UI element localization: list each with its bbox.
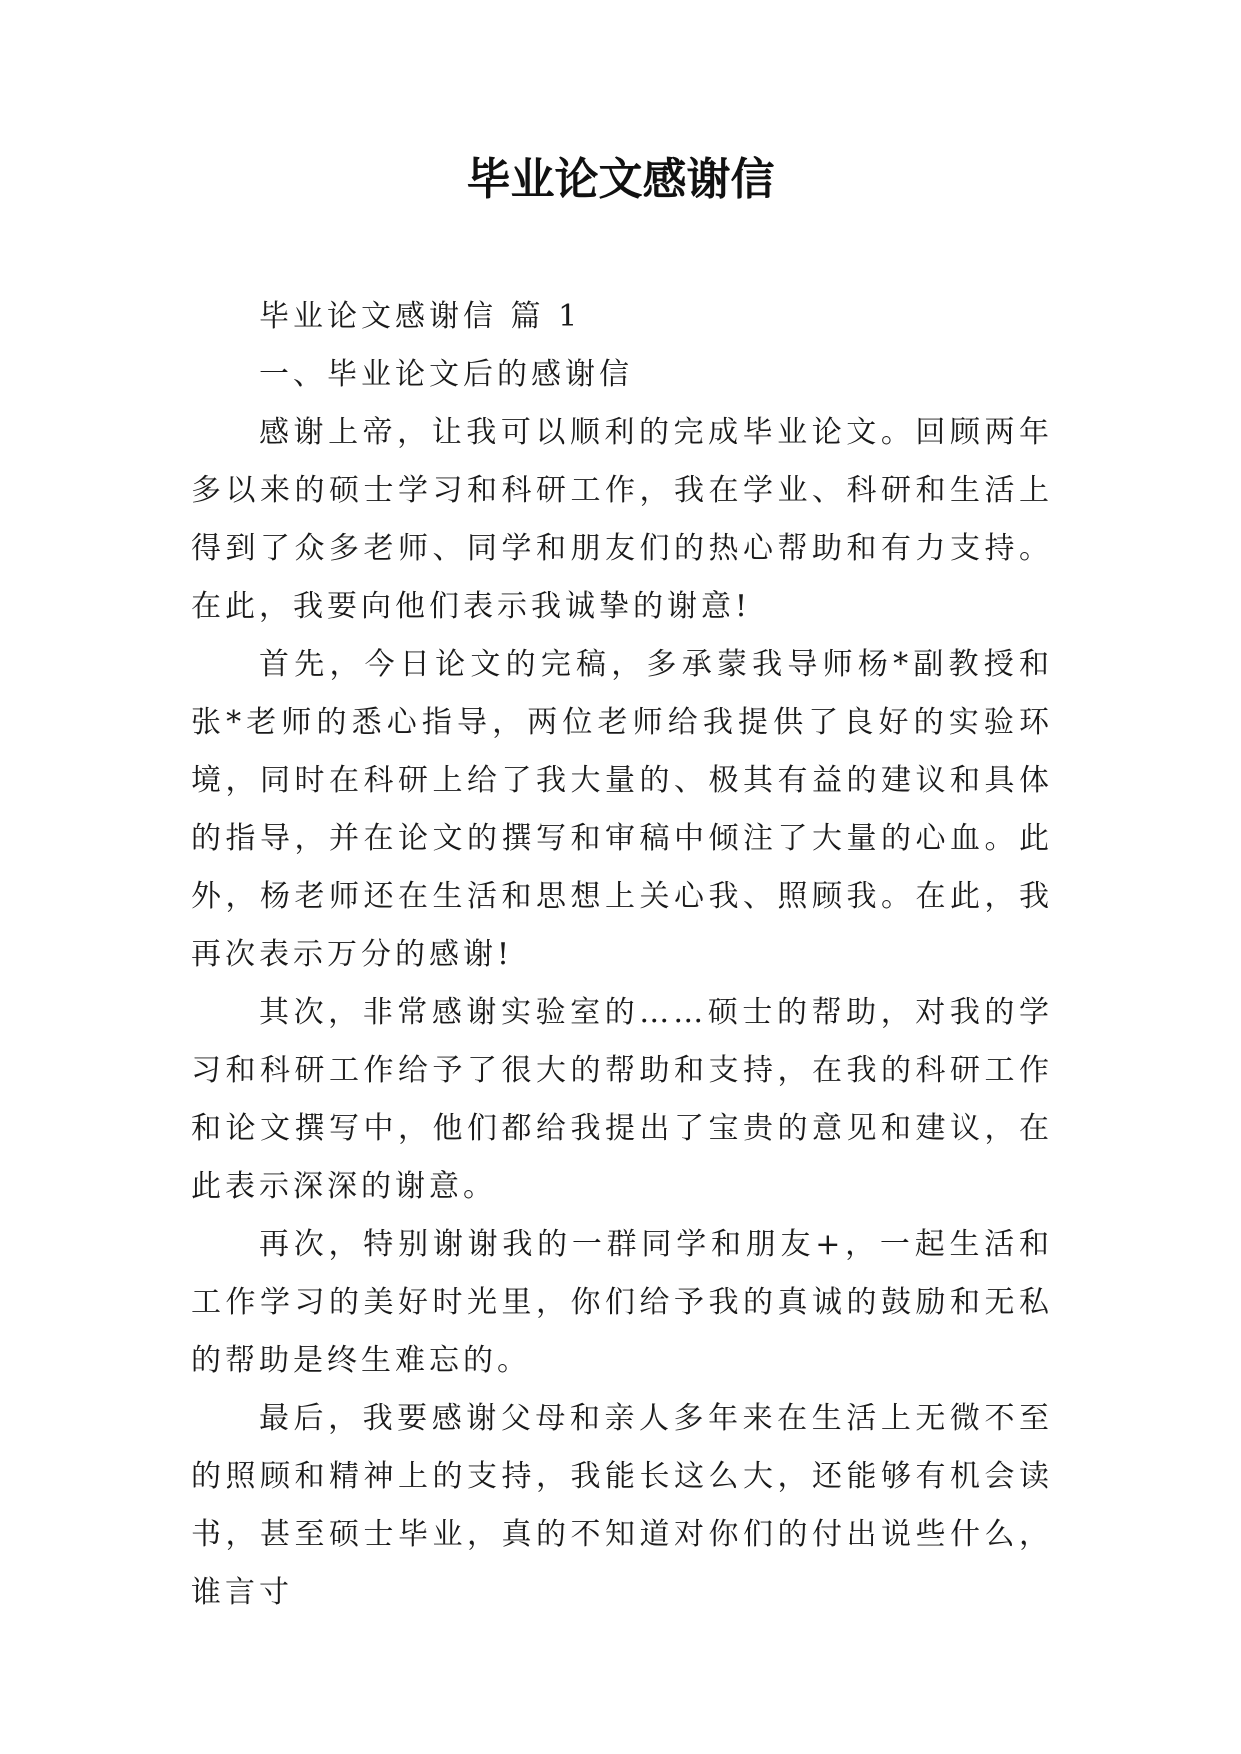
document-body bbox=[191, 288, 1053, 1622]
subsection-heading: 一、毕业论文后的感谢信 bbox=[259, 357, 633, 392]
paragraph: 其次，非常感谢实验室的……硕士的帮助，对我的学习和科研工作给予了很大的帮助和支持，在我的科研工作和论文撰写中，他们都给我提出了宝贵的意见和建议，在此表示深深的谢意。 bbox=[191, 995, 1053, 1204]
paragraph: 首先，今日论文的完稿，多承蒙我导师杨*副教授和张*老师的悉心指导，两位老师给我提供了良好的实验环境，同时在科研上给了我大量的、极其有益的建议和具体的指导，并在论文的撰写和审稿中倾注了大量的心血。此外，杨老师还在生活和思想上关心我、照顾我。在此，我再次表示万分的感谢! bbox=[191, 647, 1053, 972]
page-title: 毕业论文感谢信 bbox=[466, 154, 775, 205]
paragraph: 最后，我要感谢父母和亲人多年来在生活上无微不至的照顾和精神上的支持，我能长这么大，还能够有机会读书，甚至硕士毕业，真的不知道对你们的付出说些什么，谁言寸 bbox=[191, 1401, 1053, 1610]
paragraph: 感谢上帝，让我可以顺利的完成毕业论文。回顾两年多以来的硕士学习和科研工作，我在学业、科研和生活上得到了众多老师、同学和朋友们的热心帮助和有力支持。在此，我要向他们表示我诚挚的谢意! bbox=[191, 415, 1053, 624]
section-heading: 毕业论文感谢信 篇 1 bbox=[259, 299, 582, 334]
paragraph: 再次，特别谢谢我的一群同学和朋友+，一起生活和工作学习的美好时光里，你们给予我的真诚的鼓励和无私的帮助是终生难忘的。 bbox=[191, 1227, 1053, 1378]
